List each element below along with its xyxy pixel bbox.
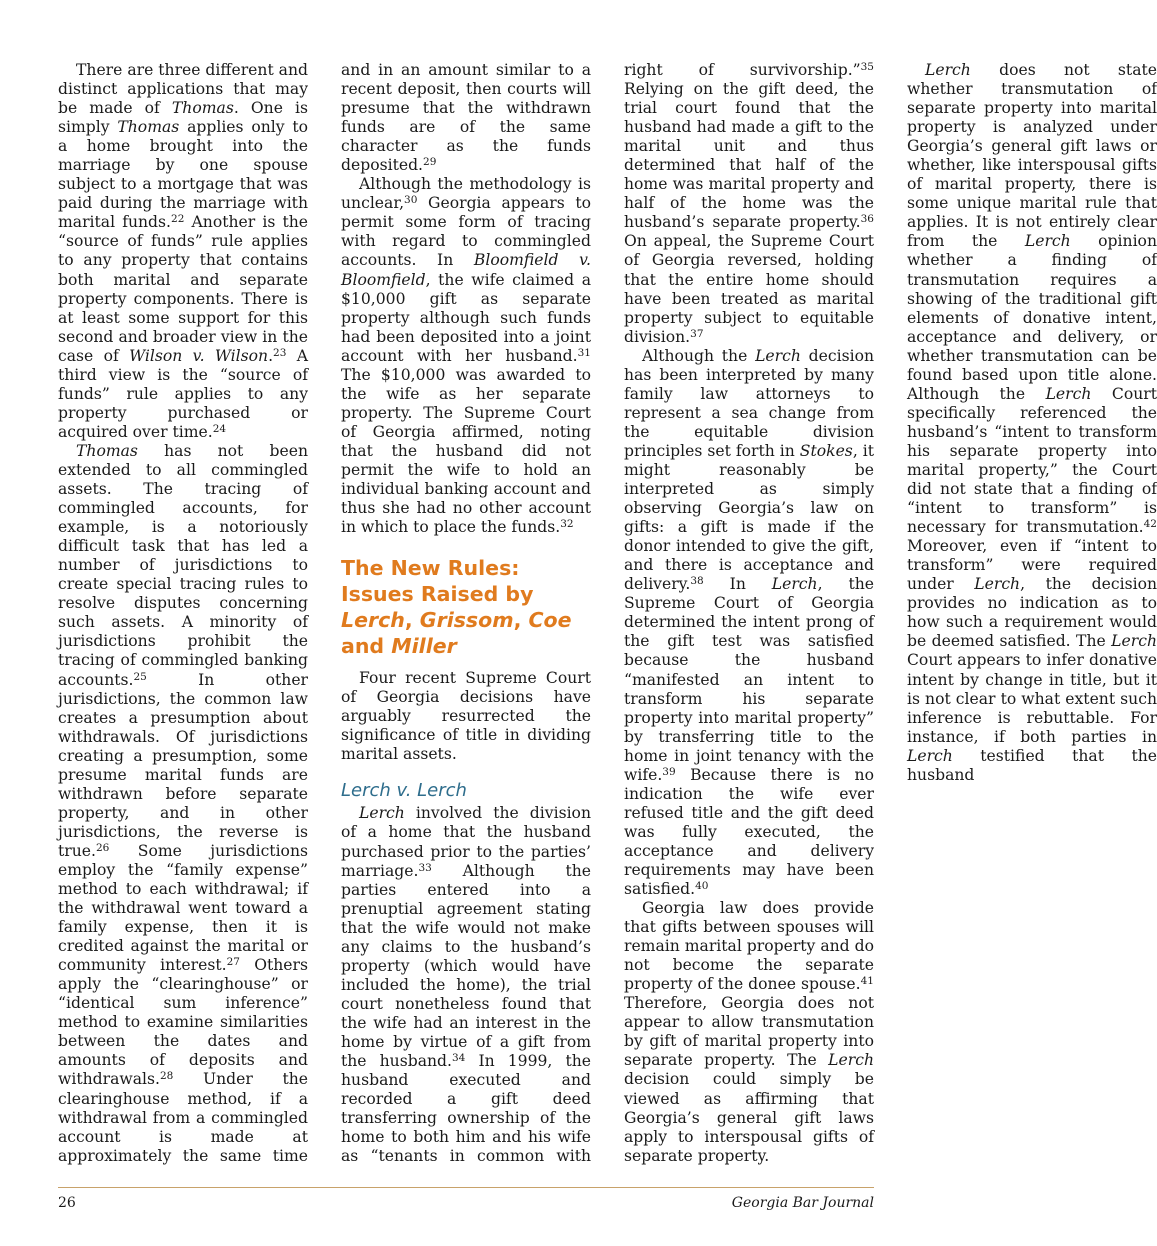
paragraph: Four recent Supreme Court of Georgia decisions have arguably resurrected the significance of title in dividing marital assets. [341,669,591,764]
footnote-ref: 26 [95,841,110,854]
paragraph: Georgia law does provide that gifts between spouses will remain marital property and do not become the separate property of the donee spouse.$^{41}$ Therefore, Georgia does not appear to allow transmutation by gift of marital property into separate property. The Lerch decision could simply be viewed as affirming that Georgia’s general gift laws apply to interspousal gifts of separate property. [624,899,874,1165]
subsection-heading: Lerch v. Lerch [341,780,467,802]
footnote-ref: 36 [860,213,874,226]
footnote-ref: 33 [418,861,432,874]
article-flow [58,61,1157,1169]
section-heading: The New Rules: Issues Raised by Lerch, Grissom, Coe and Miller [341,556,572,659]
footnote-ref: 29 [423,156,437,169]
footnote-ref: 42 [1143,518,1157,531]
footnote-ref: 31 [577,346,591,359]
footnote-ref: 41 [860,975,874,988]
footnote-ref: 30 [404,194,418,207]
footnote-ref: 34 [451,1052,466,1065]
footer-rule [58,1187,874,1188]
paragraph: There are three different and distinct applications that may be made of Thomas. One is simply Thomas applies only to a home brought into the marriage by one spouse subject to a mortgage that was paid during the marriage with marital funds.$^{22}$ Another is the “source of funds” rule applies to any property that contains both marital and separate property components. There is at least some support for this second and broader view in the case of Wilson v. Wilson.$^{23}$ A third view is the “source of funds” rule applies to any property purchased or acquired over time.$^{24}$ [58,61,309,441]
paragraph: Lerch involved the division of a home that the husband purchased prior to the parties’ marriage.$^{33}$ Although the parties entered into a prenuptial agreement stating that the wife would not make any claims to the husband’s property (which would have included the home), the trial court nonetheless found that the wife had an interest in the home by virtue of a gift from the husband.$^{34}$ In 1999, the husband executed and recorded a gift deed transferring ownership of the home to both him and his wife as “tenants in common with right of survivorship.”$^{35}$ Relying on the gift deed, the trial court found that the husband had made a gift to the marital unit and thus determined that half of the home was marital property and half of the home was the husband’s separate property.$^{36}$ On appeal, the Supreme Court of Georgia reversed, holding that the entire home should have been treated as marital property subject to equitable division.$^{37}$ [341,61,874,1166]
footnote-ref: 27 [226,956,240,969]
footnote-ref: 25 [133,670,147,683]
footnote-ref: 40 [695,880,709,893]
footnote-ref: 35 [860,61,874,73]
page-number: 26 [58,1195,76,1211]
footnote-ref: 38 [690,575,704,588]
paragraph: Lerch does not state whether transmutation of separate property into marital property is analyzed under Georgia’s general gift laws or whether, like interspousal gifts of marital property, there is some unique marital rule that applies. It is not entirely clear from the Lerch opinion whether a finding of transmutation requires a showing of the traditional gift elements of donative intent, acceptance and delivery, or whether transmutation can be found based upon title alone. Although the Lerch Court specifically referenced the husband’s “intent to transform his separate property into marital property,” the Court did not state that a finding of “intent to transform” is necessary for transmutation.$^{42}$ Moreover, even if “intent to transform” were required under Lerch, the decision provides no indication as to how such a requirement would be deemed satisfied. The Lerch Court appears to infer donative intent by change in title, but it is not clear to what extent such inference is rebuttable. For instance, if both parties in Lerch testified that the husband [907,61,1157,784]
footnote-ref: 24 [212,422,227,435]
journal-name: Georgia Bar Journal [731,1195,874,1211]
footnote-ref: 23 [273,346,287,359]
footnote-ref: 22 [171,213,185,226]
footnote-ref: 28 [159,1070,174,1083]
footnote-ref: 37 [690,327,704,340]
footnote-ref: 32 [560,518,574,531]
paragraph: Although the methodology is unclear,$^{30}$ Georgia appears to permit some form of tracing with regard to commingled accounts. In Bloomfield v. Bloomfield, the wife claimed a $10,000 gift as separate property although such funds had been deposited into a joint account with her husband.$^{31}$ The $10,000 was awarded to the wife as her separate property. The Supreme Court of Georgia affirmed, noting that the husband did not permit the wife to hold an individual banking account and thus she had no other account in which to place the funds.$^{32}$ [341,175,591,537]
paragraph: Thomas has not been extended to all commingled assets. The tracing of commingled accounts, for example, is a notoriously difficult task that has led a number of jurisdictions to create special tracing rules to resolve disputes concerning such assets. A minority of jurisdictions prohibit the tracing of commingled banking accounts.$^{25}$ In other jurisdictions, the common law creates a presumption about withdrawals. Of jurisdictions creating a presumption, some presume marital funds are withdrawn before separate property, and in other jurisdictions, the reverse is true.$^{26}$ Some jurisdictions employ the “family expense” method to each withdrawal; if the withdrawal went toward a family expense, then it is credited against the marital or community interest.$^{27}$ Others apply the “clearinghouse” or “identical sum inference” method to examine similarities between the dates and amounts of deposits and withdrawals.$^{28}$ Under the clearinghouse method, if a withdrawal from a commingled account is made at approximately the same time and in an amount similar to a recent deposit, then courts will presume that the withdrawn funds are of the same character as the funds deposited.$^{29}$ [58,61,591,1165]
footnote-ref: 39 [662,765,676,778]
paragraph: Although the Lerch decision has been interpreted by many family law attorneys to represent a sea change from the equitable division principles set forth in Stokes, it might reasonably be interpreted as simply observing Georgia’s law on gifts: a gift is made if the donor intended to give the gift, and there is acceptance and delivery.$^{38}$ In Lerch, the Supreme Court of Georgia determined the intent prong of the gift test was satisfied because the husband “manifested an intent to transform his separate property into marital property” by transferring title to the home in joint tenancy with the wife.$^{39}$ Because there is no indication the wife ever refused title and the gift deed was fully executed, the acceptance and delivery requirements may have been satisfied.$^{40}$ [624,346,875,899]
